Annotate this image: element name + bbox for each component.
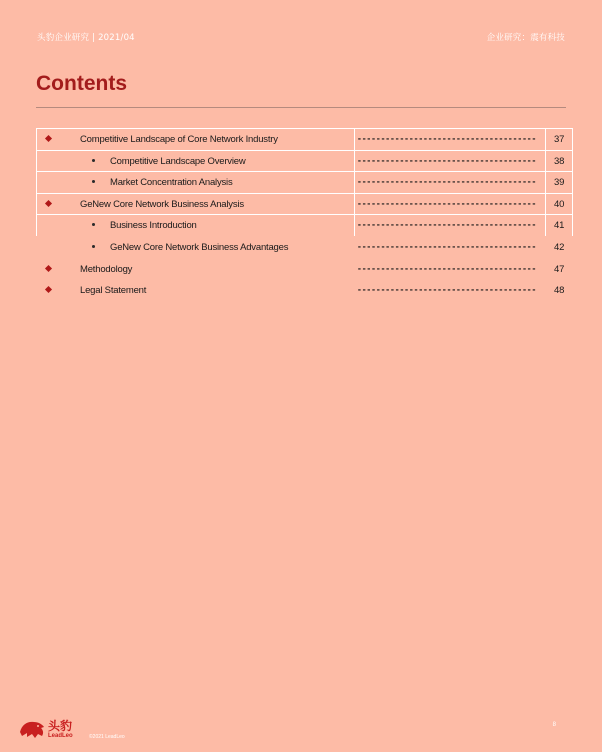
dot-bullet-icon: [92, 223, 95, 226]
toc-item-page: 47: [554, 263, 565, 275]
table-of-contents: [36, 129, 573, 302]
brand-name-en: LeadLeo: [48, 733, 73, 739]
toc-item-page: 42: [554, 241, 565, 253]
header-left: 头豹企业研究 | 2021/04: [37, 33, 135, 43]
brand-logo: [18, 718, 73, 740]
toc-item-label: Competitive Landscape of Core Network Industry: [80, 134, 278, 145]
diamond-bullet-icon: [45, 135, 52, 142]
toc-leader-dots: --------------------------------------: [357, 263, 537, 273]
diamond-bullet-icon: [45, 200, 52, 207]
title-divider: [36, 107, 566, 108]
toc-item[interactable]: [36, 215, 573, 237]
toc-leader-dots: --------------------------------------: [357, 177, 537, 187]
toc-item[interactable]: [36, 129, 573, 151]
page-number: 8: [552, 722, 556, 728]
diamond-bullet-icon: [45, 286, 52, 293]
leopard-logo-icon: [18, 718, 46, 740]
toc-leader-dots: --------------------------------------: [357, 285, 537, 295]
diamond-bullet-icon: [45, 265, 52, 272]
dot-bullet-icon: [92, 159, 95, 162]
brand-name-cn: 头豹: [48, 719, 73, 733]
toc-leader-dots: --------------------------------------: [357, 220, 537, 230]
toc-item-page: 39: [554, 177, 565, 189]
toc-item[interactable]: [36, 194, 573, 216]
toc-item-label: Competitive Landscape Overview: [110, 155, 246, 167]
toc-item[interactable]: [36, 172, 573, 194]
toc-item-label: Legal Statement: [80, 285, 147, 297]
header-right: 企业研究：震有科技: [486, 33, 565, 43]
toc-leader-dots: --------------------------------------: [357, 134, 537, 143]
toc-item-label: Methodology: [80, 263, 133, 275]
dot-bullet-icon: [92, 180, 95, 183]
toc-item-label: Market Concentration Analysis: [110, 177, 233, 189]
toc-item[interactable]: [36, 151, 573, 173]
page-title: Contents: [36, 72, 127, 95]
dot-bullet-icon: [92, 245, 95, 248]
toc-leader-dots: --------------------------------------: [357, 198, 537, 208]
toc-item-label: GeNew Core Network Business Analysis: [80, 198, 244, 210]
toc-item-label: GeNew Core Network Business Advantages: [110, 241, 289, 253]
toc-item-page: 37: [554, 134, 565, 145]
toc-item-page: 40: [554, 198, 565, 210]
toc-item-page: 48: [554, 285, 565, 297]
toc-item-page: 38: [554, 155, 565, 167]
toc-item[interactable]: [36, 259, 573, 281]
toc-item[interactable]: [36, 237, 573, 259]
toc-leader-dots: --------------------------------------: [357, 155, 537, 165]
toc-leader-dots: --------------------------------------: [357, 241, 537, 251]
toc-item-label: Business Introduction: [110, 220, 197, 232]
toc-item-page: 41: [554, 220, 565, 232]
copyright-text: ©2021 LeadLeo: [89, 734, 125, 740]
toc-item[interactable]: [36, 280, 573, 302]
